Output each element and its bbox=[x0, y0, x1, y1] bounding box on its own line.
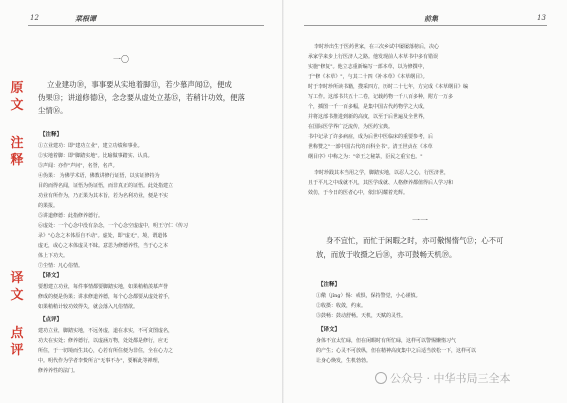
paragraph-line: 纲目序》中称之为："帝王之秘箓，臣民之重宝也。" bbox=[308, 154, 423, 160]
note-line: 目的而得名闻，证悟为伪证悟，而非真正的证悟。此处指建立 bbox=[38, 183, 174, 189]
translation-line: 的产生；心灵不可放纵，但在精神高度集中之后适当放松一下，这样可以 bbox=[316, 348, 477, 354]
translation-line: 如果稍稍计较功效得失，就会落入凡俗情欲。 bbox=[38, 304, 139, 310]
watermark bbox=[375, 370, 511, 386]
note-line: ①儆（jǐng）惕：戒惧，保持警觉，小心谨慎。 bbox=[316, 293, 421, 299]
note-line: 录》"心念之本体原自不动"。虚处，即"虚无"，境，谓道体 bbox=[38, 233, 168, 239]
note-line: ④伪果： 为佛学术语，佛教讲修行证悟，以实证修持为 bbox=[38, 173, 160, 179]
left-running-title: 菜根谭 bbox=[75, 14, 96, 23]
commentary-line: 建功立业，脚踏实地，不远务虚，道在求实，不可贪图虚名， bbox=[38, 328, 174, 334]
paragraph-line: 并将这部书推进到新的高度，以至于后世遍及全世界， bbox=[308, 114, 429, 120]
left-page-number: 12 bbox=[30, 14, 39, 22]
note-line: 虚无，或心之本体虚灵不昧。意思为修德养性，当于心之本 bbox=[38, 243, 169, 249]
translation-line: 让身心焕发，生机勃勃。 bbox=[316, 358, 372, 364]
paragraph-line: 承家学来步上行医济人之路。他发现前人本草书中多有错误 bbox=[308, 54, 439, 60]
commentary-heading: 【点评】 bbox=[40, 317, 63, 323]
note-line: 功业有所作为，乃正果为其本旨，若为名利功业，便是不实 bbox=[38, 193, 169, 199]
commentary-line: 所住，于一切境而生其心，心若有所住便为非住，全在心力之 bbox=[38, 348, 174, 354]
paragraph-line: 在国际医学界广泛流传，为医药宝典。 bbox=[308, 124, 394, 130]
paragraph-line: 个，插图一千一百多幅，是集中国古代药物学之大成， bbox=[308, 104, 429, 110]
paragraph-line: 世称赞之"一部中国古代的百科全书"。清王世贞在《本草 bbox=[308, 144, 433, 150]
note-line: ②收摄：收敛，约束。 bbox=[316, 303, 367, 309]
original-line: 放，而放于收摄之后⑱，亦可鼓畅天机⑲。 bbox=[316, 250, 457, 259]
note-line: ③鼓畅：鼓动舒畅。天机，天赋的灵性。 bbox=[316, 313, 407, 319]
paragraph-line: 李时珍出生于医药世家，在三次乡试中屡屡落榜后，决心 bbox=[314, 44, 440, 50]
notes-heading: 【注释】 bbox=[318, 282, 341, 288]
note-line: ②实地着脚：即"脚踏实地"。比喻做事踏实、认真。 bbox=[38, 153, 153, 159]
paragraph-line: 且于平凡之中成就不凡，其医学成就、人格修养都值得后人学习和 bbox=[308, 180, 454, 186]
paragraph-line: 时于李时珍所读书籍，搜采四方，历时二十七年，方完成《本草纲目》编 bbox=[308, 84, 469, 90]
note-line: ③声闻：亦作"声问"，名誉，名声。 bbox=[38, 163, 118, 169]
paragraph-line: 书中记录了许多病症，成为后世中医临床的重要参考，后 bbox=[308, 134, 434, 140]
paragraph-line: 写工作。这部书共五十二卷，记载药物一千八百多种，附方一万多 bbox=[308, 94, 454, 100]
note-line: ⑦尘情：凡心俗情。 bbox=[38, 263, 84, 269]
note-line: ①立业建功：即"建功立业"，建立功绩和事业。 bbox=[38, 143, 143, 149]
original-line: 伪果⑬；讲道修德⑭，念念要从虚处立基⑮，若稍计功效，便落 bbox=[38, 93, 245, 102]
right-page bbox=[284, 0, 567, 403]
translation-line: 身体不宜太忙碌，但在闲暇时有所忙碌，这样可以警惕懒惰习气 bbox=[316, 338, 457, 344]
right-running-title: 前集 bbox=[424, 14, 438, 23]
translation-heading: 【译文】 bbox=[318, 327, 341, 333]
paragraph-line: 效仿，于今日的医者心中，依旧闪耀着光辉。 bbox=[308, 190, 409, 196]
section-divider: 一一 bbox=[412, 216, 428, 225]
paragraph-line: 李时珍践其本当用之学，脚踏实地，以忍人之心，行医济世， bbox=[314, 170, 450, 176]
label-translation: 译文 bbox=[10, 271, 24, 303]
label-original: 原文 bbox=[10, 81, 24, 113]
notes-heading: 【注释】 bbox=[40, 132, 63, 138]
paragraph-line: 于"修《本草》"，与其二十四《补本草》《本草纲目》。 bbox=[308, 74, 428, 80]
note-line: 体上下功夫。 bbox=[38, 253, 69, 259]
watermark-prefix: 公众号 bbox=[390, 372, 423, 385]
left-header-rule bbox=[28, 25, 264, 26]
original-line: 身不宜忙，而忙于闲暇之时，亦可儆惕惰气⑰；心不可 bbox=[326, 236, 504, 245]
commentary-line: 修养养性的法门。 bbox=[38, 368, 79, 374]
commentary-line: 中。明代作为学者李贽所言"无事不办"，要解此等禅理， bbox=[38, 358, 163, 364]
label-commentary: 点评 bbox=[10, 326, 24, 358]
note-line: 的果报。 bbox=[38, 203, 59, 209]
section-number: 一〇 bbox=[113, 55, 129, 64]
translation-line: 修成的便是伪果；讲求修道养德，每个心念都要从虚处着手， bbox=[38, 294, 174, 300]
commentary-line: 功夫在实处；修养德行，以虚涵万物，处处都是修行，应无 bbox=[38, 338, 169, 344]
wechat-icon bbox=[375, 372, 387, 384]
right-page-number: 13 bbox=[537, 14, 546, 22]
watermark-text: 中华书局三全本 bbox=[433, 372, 511, 385]
note-line: ⑤讲道修德：此指修养德行。 bbox=[38, 213, 104, 219]
original-line: 尘情⑯。 bbox=[38, 106, 68, 115]
translation-line: 要想建立功业，每件事情都要脚踏实地，如果稍稍羡慕声誉 bbox=[38, 284, 169, 290]
watermark-separator: · bbox=[426, 372, 430, 385]
note-line: ⑥虚处：一个心念中没有杂念，一个心念空虚虚中，明王守仁《传习 bbox=[38, 223, 189, 229]
paragraph-line: 实施"修复"。他立志重新编写一部本草，以为修撰中， bbox=[308, 64, 428, 70]
original-line: 立业建功⑩，事事要从实地着脚⑪，若少慕声闻⑫，便成 bbox=[47, 80, 232, 89]
label-notes: 注释 bbox=[10, 136, 24, 168]
left-page bbox=[0, 0, 283, 403]
translation-heading: 【译文】 bbox=[40, 273, 63, 279]
right-header-rule bbox=[304, 25, 547, 26]
